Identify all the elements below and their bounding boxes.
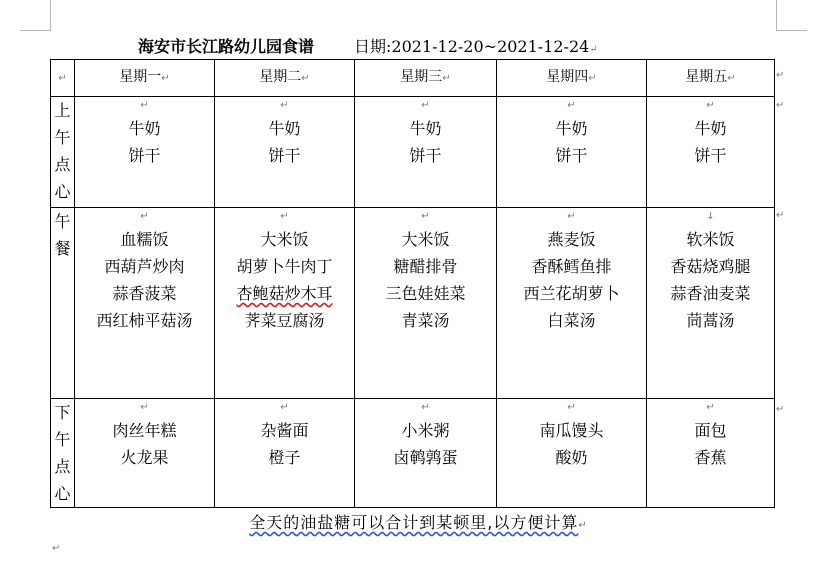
paragraph-mark: ↵ — [727, 73, 736, 84]
paragraph-mark: ↵ — [442, 73, 451, 84]
paragraph-mark: ↵ — [776, 210, 785, 221]
menu-item: 蒜香菠菜 — [112, 284, 177, 303]
menu-item: 大米饭 — [260, 230, 309, 249]
menu-cell — [497, 399, 647, 508]
menu-item: 蒜香油麦菜 — [670, 284, 751, 303]
paragraph-mark: ↵ — [421, 402, 430, 413]
menu-cell — [355, 97, 497, 208]
paragraph-mark: ↵ — [589, 44, 598, 55]
menu-cell — [75, 399, 215, 508]
menu-item: 香菇烧鸡腿 — [670, 257, 751, 276]
menu-item: 软米饭 — [686, 230, 735, 249]
menu-item: 卤鹌鹑蛋 — [393, 448, 458, 467]
menu-cell — [75, 97, 215, 208]
menu-item: 糖醋排骨 — [393, 257, 458, 276]
menu-item: 香酥鳕鱼排 — [531, 257, 612, 276]
paragraph-mark: ↵ — [567, 100, 576, 111]
menu-item: 荠菜豆腐汤 — [244, 311, 325, 330]
paragraph-mark: ↵ — [421, 100, 430, 111]
paragraph-mark: ↵ — [776, 100, 785, 111]
paragraph-mark: ↵ — [280, 100, 289, 111]
row-label-morning-snack: 上午点心 — [51, 97, 75, 208]
menu-cell — [647, 97, 775, 208]
line-arrow-mark: ↓ — [706, 211, 715, 222]
header-row — [51, 60, 775, 97]
paragraph-mark: ↵ — [776, 404, 785, 415]
row-label-lunch: 午餐 — [51, 208, 75, 399]
menu-item: 饼干 — [555, 146, 588, 165]
menu-item: 青菜汤 — [401, 311, 450, 330]
paragraph-mark: ↵ — [588, 73, 597, 84]
menu-item: 胡萝卜牛肉丁 — [236, 257, 333, 276]
menu-cell — [215, 208, 355, 399]
menu-cell — [355, 208, 497, 399]
paragraph-mark: ↵ — [706, 100, 715, 111]
menu-table — [50, 59, 775, 508]
menu-item: 白菜汤 — [547, 311, 596, 330]
menu-cell — [647, 208, 775, 399]
menu-item: 西兰花胡萝卜 — [523, 284, 620, 303]
menu-cell — [215, 97, 355, 208]
day-label: 星期五 — [685, 69, 728, 85]
menu-item: 牛奶 — [555, 119, 588, 138]
paragraph-mark: ↵ — [161, 73, 170, 84]
menu-item: 橙子 — [268, 448, 301, 467]
menu-item: 杏鲍菇炒木耳 — [236, 284, 333, 303]
footnote-text: 全天的油盐糖可以合计到某顿里,以方便计算 — [249, 513, 579, 532]
date-range: 日期:2021-12-20~2021-12-24 — [354, 37, 590, 56]
menu-cell — [355, 399, 497, 508]
menu-item: 火龙果 — [120, 448, 169, 467]
paragraph-mark: ↵ — [421, 211, 430, 222]
day-label: 星期二 — [259, 69, 302, 85]
document-title: 海安市长江路幼儿园食谱 — [138, 37, 315, 56]
corner-cell — [51, 60, 75, 97]
menu-item: 燕麦饭 — [547, 230, 596, 249]
menu-item: 牛奶 — [694, 119, 727, 138]
row-label-afternoon-snack: 下午点心 — [51, 399, 75, 508]
day-label: 星期四 — [546, 69, 589, 85]
paragraph-mark: ↵ — [567, 402, 576, 413]
paragraph-mark: ↵ — [140, 402, 149, 413]
menu-item: 饼干 — [409, 146, 442, 165]
menu-item: 牛奶 — [268, 119, 301, 138]
menu-cell — [497, 97, 647, 208]
menu-item: 牛奶 — [128, 119, 161, 138]
menu-item: 牛奶 — [409, 119, 442, 138]
menu-item: 香蕉 — [694, 448, 727, 467]
menu-item: 茼蒿汤 — [686, 311, 735, 330]
menu-item: 血糯饭 — [120, 230, 169, 249]
paragraph-mark: ↵ — [140, 211, 149, 222]
afternoon-snack-row — [51, 399, 775, 508]
menu-item: 南瓜馒头 — [539, 421, 604, 440]
paragraph-mark: ↵ — [578, 520, 588, 531]
day-header — [355, 60, 497, 97]
day-label: 星期三 — [400, 69, 443, 85]
lunch-row — [51, 208, 775, 399]
menu-item: 肉丝年糕 — [112, 421, 177, 440]
paragraph-mark: ↵ — [280, 211, 289, 222]
footnote — [0, 510, 837, 533]
paragraph-mark: ↵ — [280, 402, 289, 413]
menu-cell — [647, 399, 775, 508]
paragraph-mark: ↵ — [58, 73, 67, 84]
paragraph-mark: ↵ — [140, 100, 149, 111]
menu-item: 西葫芦炒肉 — [104, 257, 185, 276]
crop-mark-left-horizontal — [20, 30, 51, 31]
menu-item: 饼干 — [268, 146, 301, 165]
paragraph-mark: ↵ — [567, 211, 576, 222]
paragraph-mark: ↵ — [706, 402, 715, 413]
day-header — [75, 60, 215, 97]
day-header — [497, 60, 647, 97]
crop-mark-right-vertical — [776, 0, 777, 31]
menu-item: 面包 — [694, 421, 727, 440]
menu-item: 西红柿平菇汤 — [96, 311, 193, 330]
document-title-line — [138, 34, 598, 57]
menu-item: 大米饭 — [401, 230, 450, 249]
day-header — [215, 60, 355, 97]
menu-cell — [215, 399, 355, 508]
menu-item: 酸奶 — [555, 448, 588, 467]
day-label: 星期一 — [119, 69, 162, 85]
menu-cell — [75, 208, 215, 399]
paragraph-mark: ↵ — [52, 543, 61, 554]
paragraph-mark: ↵ — [301, 73, 310, 84]
crop-mark-right-horizontal — [776, 30, 807, 31]
menu-item: 杂酱面 — [260, 421, 309, 440]
menu-item: 饼干 — [694, 146, 727, 165]
menu-item: 三色娃娃菜 — [385, 284, 466, 303]
crop-mark-left-vertical — [50, 0, 51, 31]
day-header — [647, 60, 775, 97]
morning-snack-row — [51, 97, 775, 208]
menu-item: 小米粥 — [401, 421, 450, 440]
paragraph-mark: ↵ — [776, 70, 785, 81]
menu-item: 饼干 — [128, 146, 161, 165]
menu-cell — [497, 208, 647, 399]
